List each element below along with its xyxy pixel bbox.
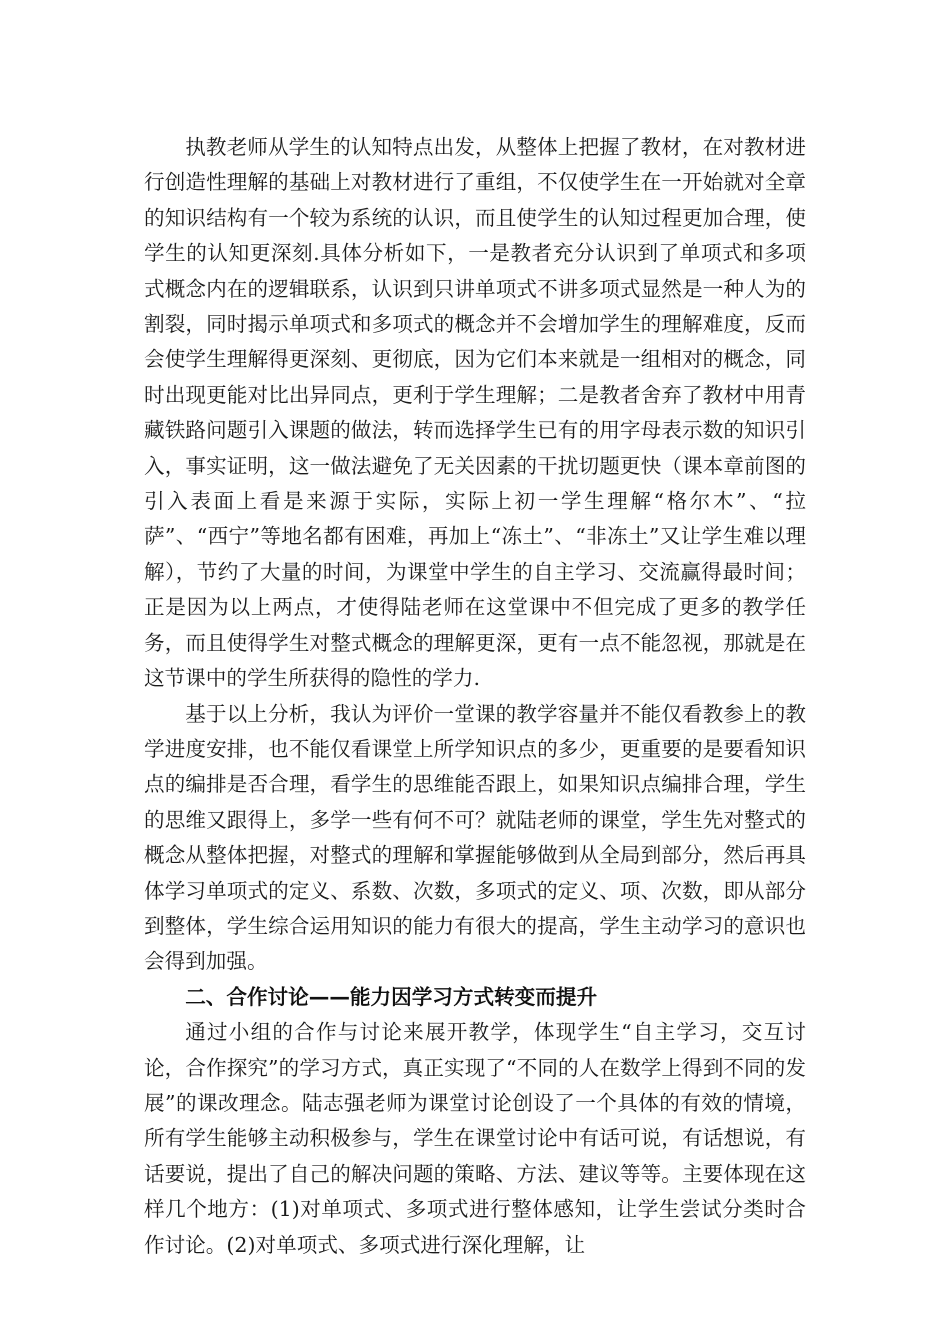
paragraph-cooperation: 通过小组的合作与讨论来展开教学，体现学生“自主学习，交互讨论，合作探究”的学习方式，真正实现了“不同的人在数学上得到不同的发展”的课改理念。陆志强老师为课堂讨论创设了一个具体的有效的情境，所有学生能够主动积极参与，学生在课堂讨论中有话可说，有话想说，有话要说，提出了自己的解决问题的策略、方法、建议等等。主要体现在这样几个地方：(1)对单项式、多项式进行整体感知，让学生尝试分类时合作讨论。(2)对单项式、多项式进行深化理解，让 [144, 1020, 806, 1257]
section-heading: 二、合作讨论——能力因学习方式转变而提升 [185, 984, 598, 1009]
document-body [144, 130, 806, 1263]
paragraph-analysis: 执教老师从学生的认知特点出发，从整体上把握了教材，在对教材进行创造性理解的基础上对教材进行了重组，不仅使学生在一开始就对全章的知识结构有一个较为系统的认识，而且使学生的认知过程更加合理，使学生的认知更深刻.具体分析如下，一是教者充分认识到了单项式和多项式概念内在的逻辑联系，认识到只讲单项式不讲多项式显然是一种人为的割裂，同时揭示单项式和多项式的概念并不会增加学生的理解难度，反而会使学生理解得更深刻、更彻底，因为它们本来就是一组相对的概念，同时出现更能对比出异同点，更利于学生理解；二是教者舍弃了教材中用青藏铁路问题引入课题的做法，转而选择学生已有的用字母表示数的知识引入，事实证明，这一做法避免了无关因素的干扰切题更快（课本章前图的引入表面上看是来源于实际，实际上初一学生理解“格尔木”、“拉萨”、“西宁”等地名都有困难，再加上“冻土”、“非冻土”又让学生难以理解），节约了大量的时间，为课堂中学生的自主学习、交流赢得最时间；正是因为以上两点，才使得陆老师在这堂课中不但完成了更多的教学任务，而且使得学生对整式概念的理解更深，更有一点不能忽视，那就是在这节课中的学生所获得的隐性的学力. [144, 135, 806, 691]
paragraph-evaluation: 基于以上分析，我认为评价一堂课的教学容量并不能仅看教参上的教学进度安排，也不能仅看课堂上所学知识点的多少，更重要的是要看知识点的编排是否合理，看学生的思维能否跟上，如果知识点编排合理，学生的思维又跟得上，多学一些有何不可？就陆老师的课堂，学生先对整式的概念从整体把握，对整式的理解和掌握能够做到从全局到部分，然后再具体学习单项式的定义、系数、次数，多项式的定义、项、次数，即从部分到整体，学生综合运用知识的能力有很大的提高，学生主动学习的意识也会得到加强。 [144, 701, 806, 974]
